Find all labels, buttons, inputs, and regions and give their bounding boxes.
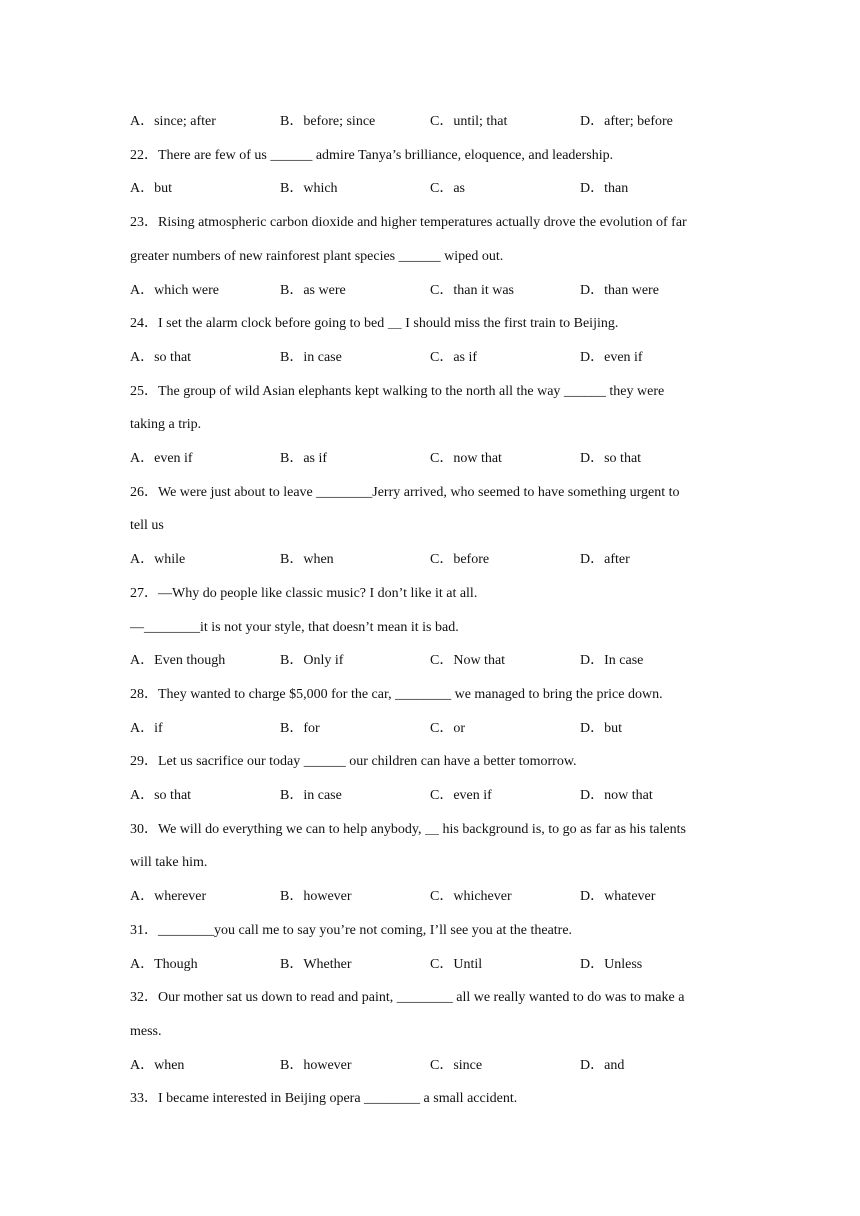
option-c: C．than it was (430, 282, 514, 298)
option-c: C．until; that (430, 114, 508, 129)
question-stem-continuation: mess. (130, 1023, 162, 1039)
option-b: B．however (280, 1057, 352, 1073)
question-stem-continuation: will take him. (130, 855, 208, 871)
answer-options (130, 282, 750, 300)
answer-options (130, 180, 750, 198)
option-d: D．even if (580, 349, 643, 365)
option-d: D．and (580, 1057, 625, 1073)
option-c: C．as (430, 181, 465, 197)
option-b: B．Only if (280, 653, 344, 669)
option-d: D．after (580, 552, 630, 568)
option-b: B．however (280, 889, 352, 905)
option-c: C．as if (430, 349, 478, 365)
question-stem-continuation: —________it is not your style, that doesn’t mean it is bad. (130, 619, 459, 635)
option-c: C．Until (430, 956, 483, 972)
answer-options (130, 349, 750, 367)
answer-options (130, 787, 750, 805)
option-c: C．or (430, 720, 465, 736)
question-stem: 30．We will do everything we can to help anybody, ＿ his background is, to go as far as his talents (130, 821, 686, 837)
option-a: A．Even though (130, 653, 226, 669)
option-a: A．when (130, 1057, 185, 1073)
option-a: A．while (130, 552, 186, 568)
option-a: A．but (130, 181, 172, 197)
option-d: D．after; before (580, 114, 673, 129)
question-stem: 22．There are few of us ______ admire Tanya’s brilliance, eloquence, and leadership. (130, 147, 614, 163)
option-d: D．than (580, 181, 629, 197)
option-b: B．before; since (280, 114, 376, 129)
option-d: D．so that (580, 451, 642, 466)
question-stem-continuation: greater numbers of new rainforest plant species ______ wiped out. (130, 248, 504, 264)
option-c: C．even if (430, 788, 492, 803)
answer-options (130, 450, 750, 468)
option-b: B．Whether (280, 956, 352, 972)
option-a: A．Though (130, 956, 198, 972)
question-stem-continuation: taking a trip. (130, 417, 202, 433)
option-d: D．but (580, 720, 622, 736)
answer-options (130, 720, 750, 738)
question-stem: 26．We were just about to leave ________Jerry arrived, who seemed to have something urgent to (130, 484, 680, 500)
option-a: A．wherever (130, 889, 207, 905)
question-stem: 31．________you call me to say you’re not coming, I’ll see you at the theatre. (130, 922, 573, 938)
option-b: B．in case (280, 788, 342, 803)
option-c: C．since (430, 1057, 483, 1073)
answer-options (130, 113, 750, 131)
question-stem: 32．Our mother sat us down to read and paint, ________ all we really wanted to do was to make a (130, 990, 685, 1006)
option-a: A．which were (130, 282, 220, 298)
question-stem: 27．—Why do people like classic music? I don’t like it at all. (130, 585, 478, 601)
option-c: C．whichever (430, 889, 512, 905)
option-b: B．in case (280, 349, 342, 365)
option-a: A．so that (130, 788, 192, 803)
question-stem: 29．Let us sacrifice our today ______ our children can have a better tomorrow. (130, 754, 577, 770)
question-stem: 25．The group of wild Asian elephants kept walking to the north all the way ______ they were (130, 383, 665, 399)
answer-options (130, 652, 750, 670)
question-stem: 28．They wanted to charge $5,000 for the car, ________ we managed to bring the price down. (130, 686, 663, 702)
option-d: D．now that (580, 788, 653, 803)
option-a: A．if (130, 720, 163, 736)
option-b: B．which (280, 181, 338, 197)
option-d: D．Unless (580, 956, 643, 972)
answer-options (130, 1057, 750, 1075)
option-b: B．for (280, 720, 320, 736)
option-b: B．as were (280, 282, 346, 298)
option-d: D．In case (580, 653, 644, 669)
option-c: C．before (430, 552, 490, 568)
question-stem: 23．Rising atmospheric carbon dioxide and higher temperatures actually drove the evolution of far (130, 215, 687, 231)
question-stem: 24．I set the alarm clock before going to bed ＿ I should miss the first train to Beijing. (130, 316, 619, 332)
answer-options (130, 551, 750, 569)
question-stem: 33．I became interested in Beijing opera ________ a small accident. (130, 1091, 518, 1107)
answer-options (130, 956, 750, 974)
option-d: D．whatever (580, 889, 656, 905)
option-d: D．than were (580, 282, 659, 298)
answer-options (130, 888, 750, 906)
question-stem-continuation: tell us (130, 518, 164, 534)
option-b: B．when (280, 552, 334, 568)
option-a: A．so that (130, 349, 192, 365)
option-a: A．even if (130, 451, 193, 466)
option-c: C．Now that (430, 653, 506, 669)
option-c: C．now that (430, 451, 502, 466)
option-b: B．as if (280, 451, 328, 466)
option-a: A．since; after (130, 114, 216, 129)
